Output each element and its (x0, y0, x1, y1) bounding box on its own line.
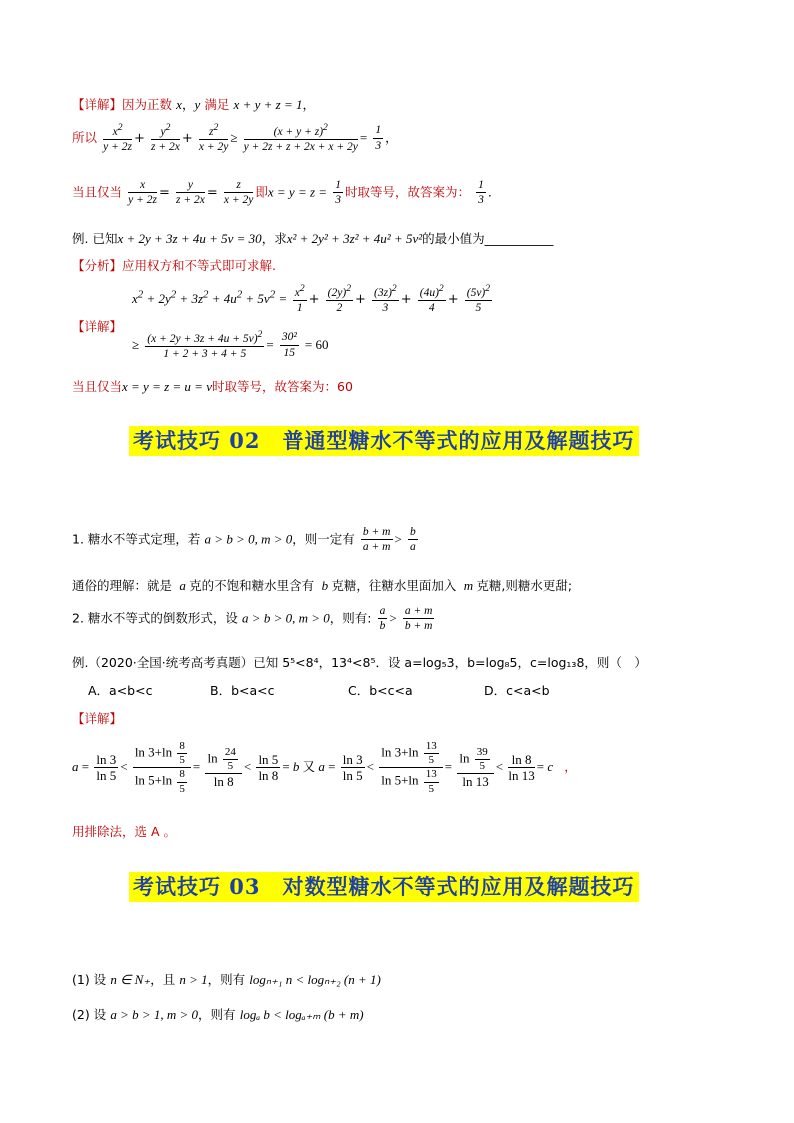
ineq-result-num: 1 (373, 123, 383, 138)
example-tail: 的最小值为___________ (422, 231, 554, 246)
detail2-row1: $x^2 + 2y^2 + 3z^2 + 4u^2 + 5v^2$ = $\frac{x^2}{1}$ + $\frac{(2y)^2}{2}$ + $\frac{(3z)^2}{3}$ + $\frac{(4u)^2}{4}$ + $\frac{(5v)^2}{5}$ (132, 283, 491, 315)
example-cond: x + 2y + 3z + 4u + 5v = 30 (117, 231, 262, 246)
log-item-1: (1) 设 n ∈ N₊，且 n > 1，则有 logₙ₊₁ n < logₙ₊₂ (n + 1) (72, 972, 381, 987)
eq-tail: 时取等号，故答案为： (344, 184, 470, 200)
option-c: C．b<c<a (348, 683, 413, 698)
detail-tag: 【详解】 (72, 97, 123, 112)
detail-text-b: 满足 (204, 97, 230, 112)
eq2-tail: 时取等号，故答案为：60 (211, 379, 353, 394)
reciprocal-form-line: 2. 糖水不等式的倒数形式，设 a > b > 0, m > 0，则有: $\frac{a}{b}$ > $\frac{a + m}{b + m}$ (72, 605, 433, 633)
conclusion-text: 用排除法，选 A 。 (72, 824, 176, 839)
conclusion-line (72, 822, 176, 840)
analysis-line (72, 256, 276, 274)
option-b: B．b<a<c (210, 683, 275, 698)
ineq-line: 所以 $\frac{x^2}{y + 2z}$ + $\frac{y^2}{z + 2x}$ + $\frac{z^2}{x + 2y}$ ≥ $\frac{(x + y + z)^2}{y + 2z + z + 2x + x + 2y}$ = $\frac{1}{3}$ ， (72, 122, 398, 154)
detail-line-1: 【详解】因为正数 x，y 满足 x + y + z = 1， (72, 97, 315, 112)
example-text: 例. 已知 (72, 231, 118, 246)
detail3-tag-line (72, 709, 122, 727)
eq2-label: 当且仅当 (72, 379, 123, 394)
detail2-row2: ≥ $\frac{(x + 2y + 3z + 4u + 5v)^2}{1 + 2 + 3 + 4 + 5}$ = $\frac{\text{30²}}{15}$ = 60 (132, 329, 329, 361)
example-line (72, 229, 553, 247)
result-num: 30² (280, 330, 299, 345)
example2-line (72, 653, 647, 671)
detail-cond: x + y + z = 1 (233, 97, 303, 112)
sugar-theorem-line: 1. 糖水不等式定理，若 a > b > 0, m > 0，则一定有 $\frac{b + m}{a + m}$ > $\frac{b}{a}$ (72, 526, 416, 554)
example-expr: x² + 2y² + 3z² + 4u² + 5v² (286, 231, 423, 246)
option-d: D．c<a<b (484, 683, 550, 698)
eq-mid: 即 (255, 184, 268, 200)
option-a: A．a<b<c (88, 683, 153, 698)
example2-text: 例.（2020·全国·统考高考真题）已知 5⁵<8⁴，13⁴<8⁵．设 a=log₅3，b=log₈5，c=log₁₃8，则（ ） (72, 655, 647, 670)
log-item-2: (2) 设 a > b > 1, m > 0，则有 logₐ b < logₐ₊ₘ (b + m) (72, 1007, 364, 1022)
detail3-tag: 【详解】 (72, 711, 123, 726)
detail-text-a: 因为正数 (122, 97, 173, 112)
answer-den: 3 (478, 194, 484, 207)
detail2-tag: 【详解】 (72, 319, 123, 334)
equality-line: 当且仅当 $\frac{x}{y + 2z}$ = $\frac{y}{z + 2x}$ = $\frac{z}{x + 2y}$ 即x = y = z = $\frac{1}{3}$ 时取等号，故答案为： $\frac{1}{3}$ . (72, 179, 492, 207)
ineq-result-den: 3 (375, 139, 382, 152)
log-ineq-2: logₐ b < logₐ₊ₘ (b + m) (239, 1007, 364, 1022)
result-den: 15 (283, 346, 296, 359)
reciprocal-cond: a > b > 0, m > 0 (242, 610, 330, 626)
var-y: y (194, 97, 201, 112)
so-label: 所以 (72, 129, 98, 145)
result-value: = 60 (304, 336, 329, 352)
example-ask: ，求 (261, 231, 287, 246)
equality2-line (72, 377, 353, 395)
heading-tip-02: 考试技巧 02 普通型糖水不等式的应用及解题技巧 (129, 426, 639, 456)
again-text: 又 (302, 758, 316, 774)
heading-tip-03: 考试技巧 03 对数型糖水不等式的应用及解题技巧 (129, 872, 639, 902)
eq-xyz: x = y = z = (267, 184, 328, 200)
var-x: x (176, 97, 182, 112)
analysis-text: 【分析】应用权方和不等式即可求解. (72, 258, 276, 273)
eq-label: 当且仅当 (72, 184, 123, 200)
plain-meaning-line: 通俗的理解：就是 a 克的不饱和糖水里含有 b 克糖，往糖水里面加入 m 克糖,则糖水更甜; (72, 578, 573, 593)
log-comparison-line: a = $\frac{\ln 3}{\ln 5}$ < ln 3+ln $\frac{8}{5}$ ln 5+ln $\frac{8}{5}$ = ln $\frac{24}{5}$ ln 8 < $\frac{\ln 5}{\ln 8}$ = b 又 a = $\frac{\ln 3}{\ln 5}$ < ln 3+ln $\frac{13}{5}$ ln 5+ln $\frac{13}{5}$ = ln $\frac{39}{5}$ ln 13 < $\frac{\ln 8}{\ln 13}$ = c ， (72, 740, 577, 795)
log-ineq-1: logₙ₊₁ n < logₙ₊₂ (n + 1) (249, 972, 381, 987)
eq2-cond: x = y = z = u = v (122, 379, 212, 394)
theorem-cond: a > b > 0, m > 0 (204, 531, 293, 547)
answer-num: 1 (476, 178, 486, 193)
